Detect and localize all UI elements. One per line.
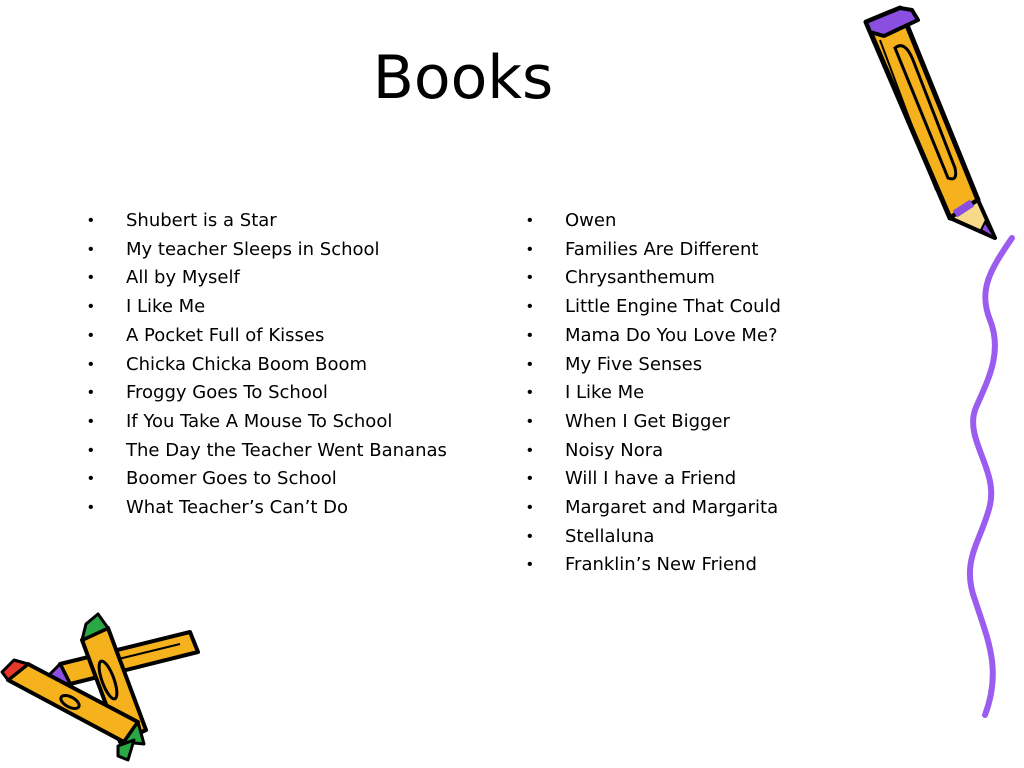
list-item: • A Pocket Full of Kisses	[86, 322, 506, 351]
list-item: • Stellaluna	[525, 523, 855, 552]
crayon-pile-icon	[2, 614, 198, 760]
list-item: • Owen	[525, 207, 855, 236]
list-item: • My teacher Sleeps in School	[86, 236, 506, 265]
list-item: • What Teacher’s Can’t Do	[86, 494, 506, 523]
list-item: • Mama Do You Love Me?	[525, 322, 855, 351]
wavy-line-icon	[970, 238, 1012, 715]
slide-title: Books	[372, 43, 554, 113]
list-item: • Margaret and Margarita	[525, 494, 855, 523]
list-item: • I Like Me	[86, 293, 506, 322]
list-item: • Froggy Goes To School	[86, 379, 506, 408]
list-item: • Shubert is a Star	[86, 207, 506, 236]
list-item: • Little Engine That Could	[525, 293, 855, 322]
list-item: • Chicka Chicka Boom Boom	[86, 351, 506, 380]
list-item: • My Five Senses	[525, 351, 855, 380]
list-item: • Noisy Nora	[525, 437, 855, 466]
list-item: • All by Myself	[86, 264, 506, 293]
list-item: • Boomer Goes to School	[86, 465, 506, 494]
list-item: • I Like Me	[525, 379, 855, 408]
list-item: • If You Take A Mouse To School	[86, 408, 506, 437]
list-item: • Will I have a Friend	[525, 465, 855, 494]
list-item: • When I Get Bigger	[525, 408, 855, 437]
list-item: • Chrysanthemum	[525, 264, 855, 293]
list-item: • The Day the Teacher Went Bananas	[86, 437, 506, 466]
list-item: • Franklin’s New Friend	[525, 551, 855, 580]
large-pencil-icon	[866, 8, 995, 238]
list-item: • Families Are Different	[525, 236, 855, 265]
